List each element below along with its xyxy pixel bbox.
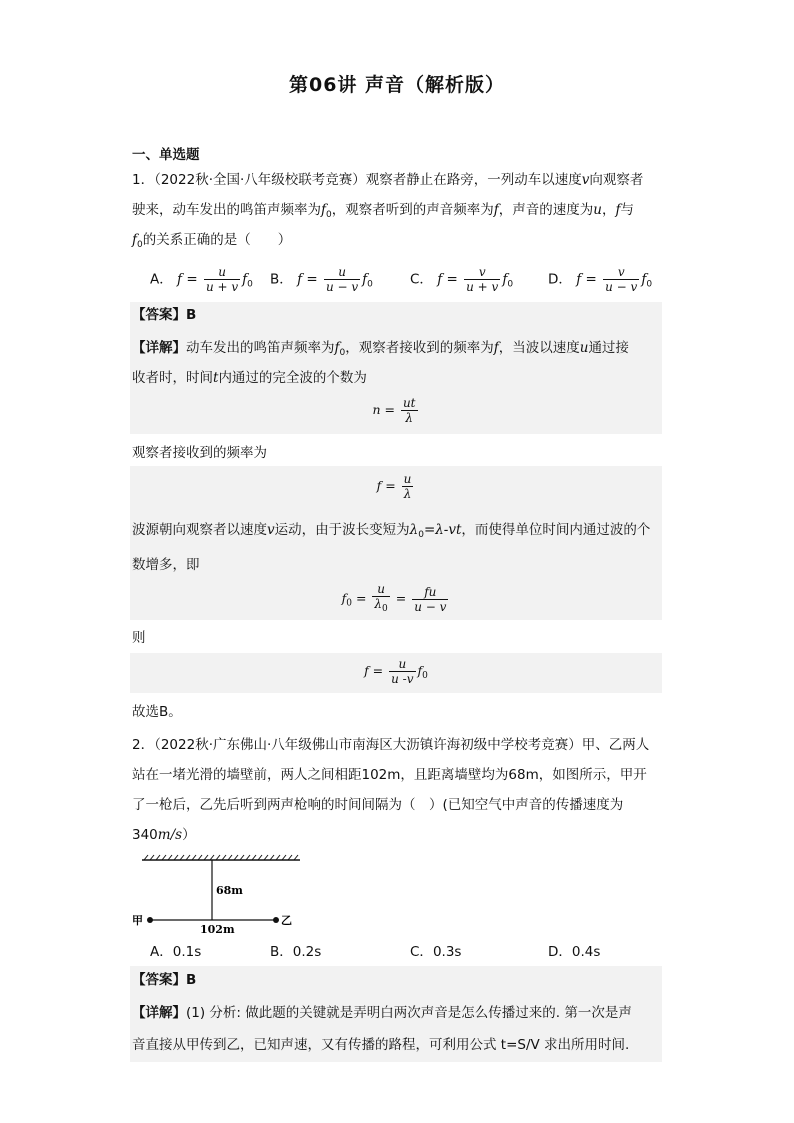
q2-option-a[interactable]: A．0.1s: [150, 944, 202, 960]
label-102m: 102m: [200, 923, 235, 936]
q2-figure: [128, 852, 308, 938]
q2-answer: 【答案】B: [132, 972, 197, 988]
q2-stem-line-4: 340m/s）: [132, 827, 196, 843]
person-yi-dot: [273, 917, 279, 923]
label-jia: 甲: [132, 914, 143, 927]
q2-option-c[interactable]: C．0.3s: [410, 944, 462, 960]
q2-detail-line-1: 【详解】(1) 分析: 做此题的关键就是弄明白两次声音是怎么传播过来的. 第一次是声: [132, 1005, 632, 1021]
q2-option-d[interactable]: D．0.4s: [548, 944, 601, 960]
q1-option-c[interactable]: C． f = $\frac{v}{u + v}$ $f_0$: [410, 265, 514, 294]
q1-option-a[interactable]: A． f = $\frac{u}{u + v}$ $f_0$: [150, 265, 253, 294]
q1-equation-2: f = $\frac{u}{\lambda}$: [376, 472, 412, 501]
q1-equation-4: f = $\frac{u}{u -v}$ $f_0$: [364, 657, 428, 686]
q1-wave-line-2: 数增多，即: [132, 557, 200, 573]
page-title: 第06讲 声音（解析版）: [288, 74, 506, 96]
q1-detail-line-1: 【详解】动车发出的鸣笛声频率为$f_0$，观察者接收到的频率为f，当波以速度u通过接: [132, 340, 629, 358]
q2-stem-line-1: 2．（2022秋·广东佛山·八年级佛山市南海区大沥镇许海初级中学校考竞赛）甲、乙两人: [132, 737, 650, 753]
q2-option-b[interactable]: B．0.2s: [270, 944, 322, 960]
q1-option-b[interactable]: B． f = $\frac{u}{u - v}$ $f_0$: [270, 265, 373, 294]
q1-conclusion: 故选B。: [132, 704, 182, 720]
q1-text-then: 则: [132, 630, 146, 646]
label-68m: 68m: [216, 884, 243, 897]
q1-stem-line-1: 1．（2022秋·全国·八年级校联考竞赛）观察者静止在路旁，一列动车以速度v向观察者: [132, 172, 644, 188]
q1-detail-line-2: 收者时，时间t内通过的完全波的个数为: [132, 370, 367, 386]
q2-detail-line-2: 音直接从甲传到乙，已知声速，又有传播的路程，可利用公式 t=S/V 求出所用时间.: [132, 1037, 630, 1053]
q1-answer: 【答案】B: [132, 307, 197, 323]
q1-option-d[interactable]: D． f = $\frac{v}{u - v}$ $f_0$: [548, 265, 653, 294]
section-heading: 一、单选题: [132, 147, 200, 163]
q1-wave-line-1: 波源朝向观察者以速度v运动，由于波长变短为$\lambda_0=\lambda-vt$，而使得单位时间内通过波的个: [132, 522, 651, 540]
q1-stem-line-2: 驶来，动车发出的鸣笛声频率为$f_0$，观察者听到的声音频率为f，声音的速度为u，f与: [132, 202, 634, 220]
q2-stem-line-2: 站在一堵光滑的墙壁前，两人之间相距102m，且距离墙壁均为68m，如图所示，甲开: [132, 767, 647, 783]
q1-text-observer: 观察者接收到的频率为: [132, 445, 267, 461]
q1-equation-1: n = $\frac{ut}{\lambda}$: [372, 396, 416, 425]
q1-stem-line-3: $f_0$的关系正确的是（ ）: [132, 232, 292, 250]
q2-stem-line-3: 了一枪后，乙先后听到两声枪响的时间间隔为（ ）(已知空气中声音的传播速度为: [132, 797, 624, 813]
person-jia-dot: [147, 917, 153, 923]
q1-equation-3: $f_0$ = $\frac{u}{\lambda_0}$ = $\frac{fu}{u - v}$: [341, 582, 447, 614]
label-yi: 乙: [281, 914, 292, 927]
